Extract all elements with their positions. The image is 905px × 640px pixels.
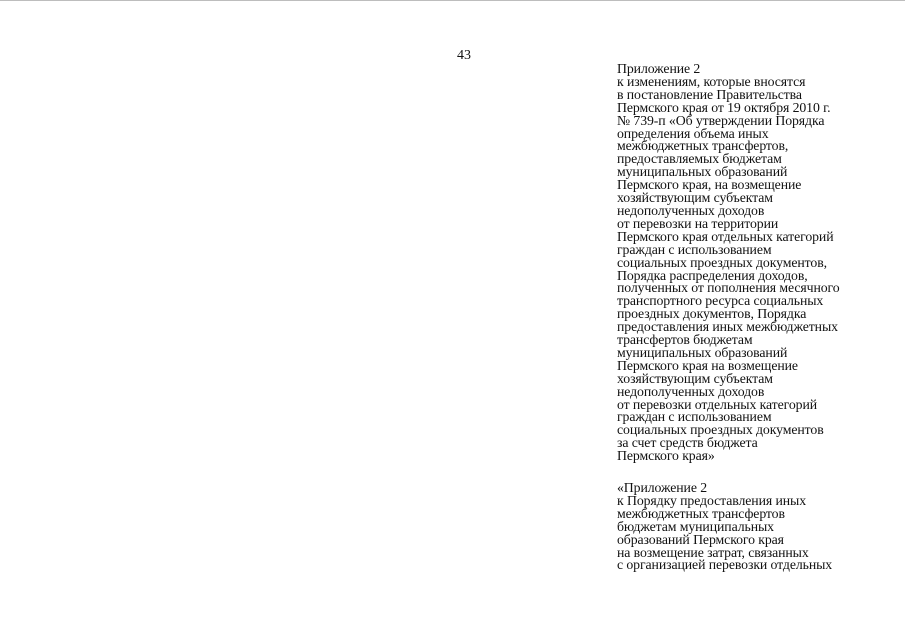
appendix-header-line: хозяйствующим субъектам <box>617 190 773 206</box>
appendix-header-line: Пермского края на возмещение <box>617 357 798 373</box>
appendix-header-line: Пермского края» <box>617 448 715 464</box>
appendix-header-line: Пермского края, на возмещение <box>617 177 802 193</box>
appendix-header-line: социальных проездных документов <box>617 422 824 438</box>
appendix-header-line: предоставляемых бюджетам <box>617 151 782 167</box>
appendix-quote-line: межбюджетных трансфертов <box>617 505 785 521</box>
appendix-quote-line: с организацией перевозки отдельных <box>617 557 833 573</box>
appendix-header-block <box>617 63 899 463</box>
appendix-header-line: недополученных доходов <box>617 202 765 218</box>
appendix-header-line: межбюджетных трансфертов, <box>617 138 789 154</box>
appendix-quote-block <box>617 482 899 572</box>
appendix-quote-line: бюджетам муниципальных <box>617 518 774 534</box>
appendix-header-line: Порядка распределения доходов, <box>617 267 808 283</box>
appendix-quote-line: образований Пермского края <box>617 531 784 547</box>
appendix-header-line: № 739-п «Об утверждении Порядка <box>617 112 825 128</box>
appendix-quote-line: на возмещение затрат, связанных <box>617 544 809 560</box>
appendix-header-line: предоставления иных межбюджетных <box>617 319 838 335</box>
appendix-header-line: трансфертов бюджетам <box>617 332 753 348</box>
appendix-header-line: Приложение 2 <box>617 61 701 76</box>
appendix-header-line: Пермского края отдельных категорий <box>617 228 834 244</box>
appendix-header-line: от перевозки на территории <box>617 215 779 231</box>
appendix-header-line: муниципальных образований <box>617 344 788 360</box>
appendix-quote-line: «Приложение 2 <box>617 480 707 495</box>
appendix-header-line: социальных проездных документов, <box>617 254 827 270</box>
appendix-header-line: определения объема иных <box>617 125 769 141</box>
appendix-header-line: к изменениям, которые вносятся <box>617 73 806 89</box>
appendix-header-line: недополученных доходов <box>617 383 765 399</box>
appendix-header-line: за счет средств бюджета <box>617 435 758 451</box>
appendix-header-line: граждан с использованием <box>617 241 772 257</box>
appendix-header-line: в постановление Правительства <box>617 86 802 102</box>
appendix-header-line: хозяйствующим субъектам <box>617 370 773 386</box>
page-number: 43 <box>457 48 471 63</box>
appendix-header-line: транспортного ресурса социальных <box>617 293 824 309</box>
appendix-header-line: проездных документов, Порядка <box>617 306 807 322</box>
appendix-header-line: муниципальных образований <box>617 164 788 180</box>
appendix-header-line: граждан с использованием <box>617 409 772 425</box>
appendix-quote-line: к Порядку предоставления иных <box>617 492 807 508</box>
top-border <box>0 0 905 1</box>
appendix-header-line: Пермского края от 19 октября 2010 г. <box>617 99 831 115</box>
appendix-header-line: от перевозки отдельных категорий <box>617 396 818 412</box>
appendix-header-line: полученных от пополнения месячного <box>617 280 840 296</box>
